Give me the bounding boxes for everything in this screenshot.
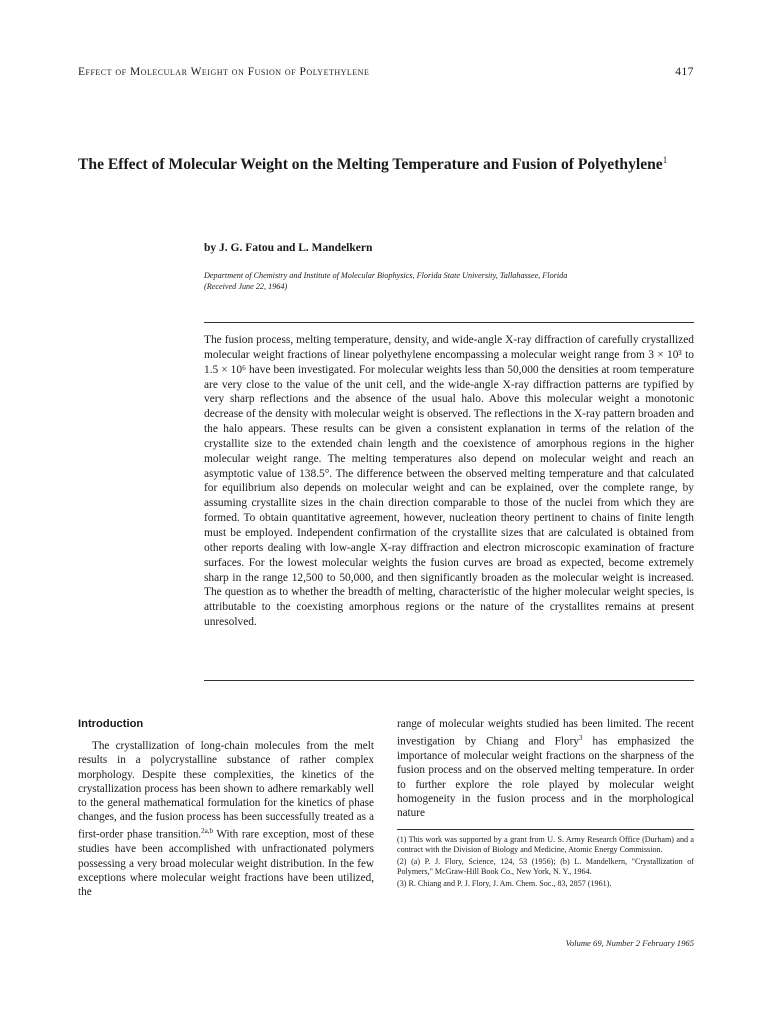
footnote-3: (3) R. Chiang and P. J. Flory, J. Am. Chem. Soc., 83, 2857 (1961). xyxy=(397,879,612,889)
footnotes xyxy=(397,835,694,892)
footnote-1: (1) This work was supported by a grant from U. S. Army Research Office (Durham) and a contract with the Division of Biology and Medicine, Atomic Energy Commission. xyxy=(397,835,694,854)
introduction-continued xyxy=(397,717,694,820)
ref-2ab[interactable]: 2a,b xyxy=(201,827,213,836)
article-title-text: The Effect of Molecular Weight on the Melting Temperature and Fusion of Polyethylene xyxy=(78,156,663,174)
left-column xyxy=(78,717,374,899)
ref-3[interactable]: 3 xyxy=(578,734,583,743)
title-footnote-marker: 1 xyxy=(662,155,668,165)
right-column xyxy=(397,717,694,820)
article-title xyxy=(78,143,698,182)
affiliation-block xyxy=(204,270,694,292)
intro-text-1: The crystallization of long-chain molecules from the melt results in a polycrystalline substance of rather complex morphology. Despite these complexities, the kinetics of the crystallization process has been shown to adhere remarkably well to the general mathematical formulation for the kinetics of phase changes, and the fusion process has been successfully treated as a first-order phase transition. xyxy=(78,740,374,842)
journal-issue-footer: Volume 69, Number 2 February 1965 xyxy=(565,938,694,948)
intro-right-text-1: range of molecular weights studied has been limited. The recent investigation by Chiang and Flory xyxy=(397,718,694,748)
page-number: 417 xyxy=(675,66,694,78)
intro-text-2: With rare exception, most of these studies have been accomplished with unfractionated polymers possessing a very broad molecular weight distribution. In the few exceptions where molecular weight fractions have been utilized, the xyxy=(78,829,375,898)
affiliation: Department of Chemistry and Institute of Molecular Biophysics, Florida State University, Tallahassee, Florida xyxy=(204,271,568,280)
footnote-2: (2) (a) P. J. Flory, Science, 124, 53 (1956); (b) L. Mandelkern, "Crystallization of Polymers," McGraw-Hill Book Co., New York, N. Y., 1964. xyxy=(397,857,694,876)
footnote-rule xyxy=(397,829,694,830)
abstract-top-rule xyxy=(204,322,694,323)
running-head xyxy=(78,66,694,84)
abstract-bottom-rule xyxy=(204,680,694,681)
authors: by J. G. Fatou and L. Mandelkern xyxy=(204,242,373,254)
intro-right-text-2: has emphasized the importance of molecular weight fractions on the sharpness of the fusion process and on the observed melting temperature. In order to further explore the role played by molecular weight homogeneity in the fusion process and in the morphological nature xyxy=(397,735,694,819)
section-heading-introduction: Introduction xyxy=(78,718,144,730)
abstract: The fusion process, melting temperature, density, and wide-angle X-ray diffraction of carefully crystallized molecular weight fractions of linear polyethylene encompassing a molecular weight range from 3 × 10³ to 1.5 × 10⁶ have been investigated. For molecular weights less than 50,000 the densities at room temperature are very close to the value of the unit cell, and the wide-angle X-ray diffraction patterns are typified by very sharp reflections and the absence of the usual halo. Above this molecular weight a monotonic decrease of the density with molecular weight is observed. The reflections in the X-ray pattern broaden and the halo appears. These results can be given a consistent explanation in terms of the relation of the crystallite size to the extended chain length and the coexistence of amorphous regions in the higher molecular weight range. The melting temperatures also depend on molecular weight and reach an asymptotic value of 138.5°. The difference between the observed melting temperature and that calculated for equilibrium also depends on molecular weight and can be explained, over the complete range, by assuming crystallite sizes in the chain direction comparable to those of the nuclei from which they are formed. To obtain quantitative agreement, however, nucleation theory pertinent to chains of finite length must be employed. Independent confirmation of the crystallite sizes that are calculated is obtained from other reports dealing with low-angle X-ray diffraction and electron microscopic examination of fracture surfaces. For the lowest molecular weights the fusion curves are broad as expected, become extremely sharp in the range 12,500 to 50,000, and then significantly broaden as the molecular weight is increased. The question as to whether the breadth of melting, characteristic of the higher molecular weight species, is attributable to the coexisting amorphous regions or the nature of the crystallites remains at present unresolved. xyxy=(204,334,694,629)
running-head-title: Effect of Molecular Weight on Fusion of Polyethylene xyxy=(78,66,370,78)
received-date: (Received June 22, 1964) xyxy=(204,282,288,291)
introduction-paragraph xyxy=(78,739,374,899)
